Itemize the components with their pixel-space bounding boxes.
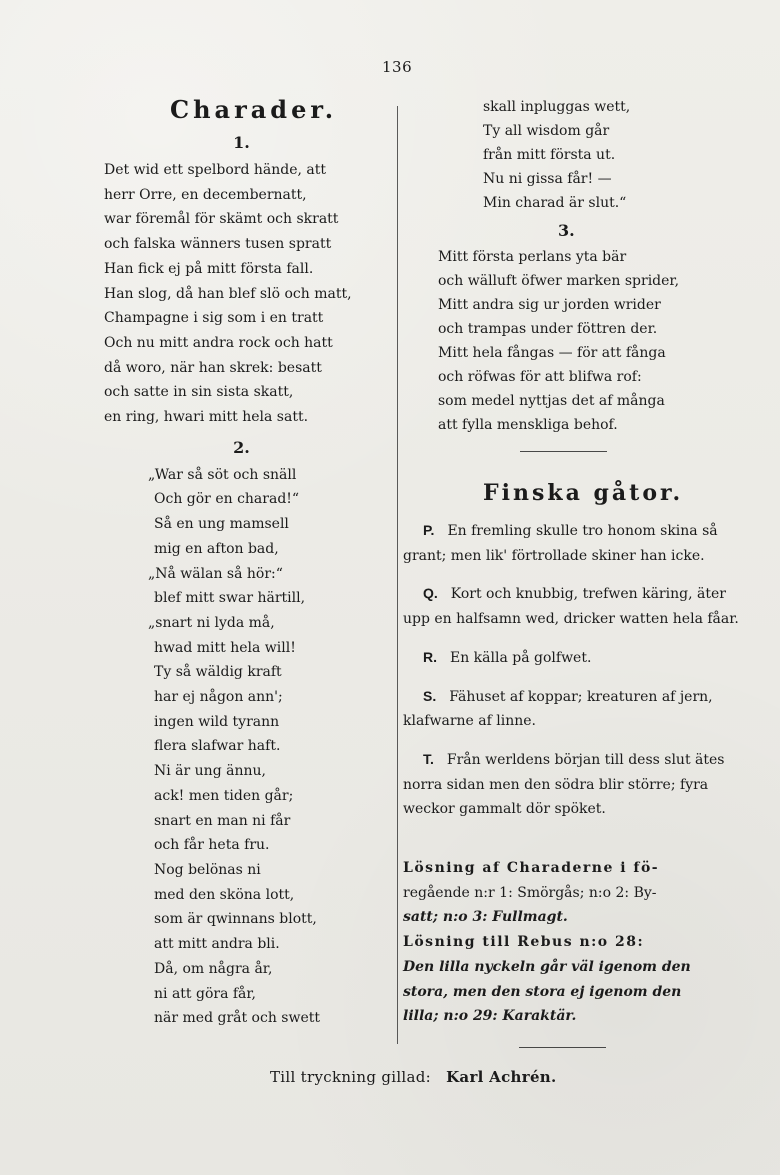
charader-title: Charader.: [170, 95, 338, 124]
riddle-label: P.: [423, 522, 435, 538]
riddle-text: En källa på golfwet.: [450, 649, 592, 666]
riddle-text: Från werldens början till dess slut ätes: [446, 751, 725, 768]
riddle-label: R.: [423, 648, 437, 665]
riddle-p: [403, 518, 723, 568]
poem-line: hwad mitt hela will!: [154, 639, 296, 656]
poem-line: snart en man ni får: [154, 812, 291, 829]
poem-line: från mitt första ut.: [483, 147, 616, 163]
poem-line: herr Orre, en decembernatt,: [104, 186, 307, 203]
poem-number-2: 2.: [233, 437, 250, 457]
poem-line: Ni är ung ännu,: [154, 763, 266, 780]
approval-label: Till tryckning gillad:: [270, 1068, 432, 1086]
riddle-r: [403, 645, 723, 671]
approver-name: Karl Achrén.: [446, 1068, 557, 1086]
print-approval: [270, 1068, 557, 1086]
poem-line: och röfwas för att blifwa rof:: [438, 369, 642, 385]
poem-3: [403, 245, 723, 437]
poem-line: Han slog, då han blef slö och matt,: [104, 285, 352, 302]
riddle-label: Q.: [423, 585, 438, 602]
poem-line: „snart ni lyda må,: [148, 614, 275, 631]
solution-line: satt; n:o 3: Fullmagt.: [403, 909, 568, 926]
poem-line: att fylla menskliga behof.: [438, 417, 618, 433]
poem-line: som medel nyttjas det af många: [438, 393, 665, 409]
riddle-q: [403, 581, 739, 631]
riddle-text: upp en halfsamn wed, dricker watten hela fåar.: [403, 611, 739, 628]
page-number: 136: [382, 58, 413, 76]
poem-line: Mitt hela fångas — för att fånga: [438, 345, 666, 361]
poem-line: som är qwinnans blott,: [154, 911, 317, 928]
column-divider: [397, 106, 398, 1044]
solution-line: regående n:r 1: Smörgås; n:o 2: By-: [403, 884, 657, 901]
riddle-text: klafwarne af linne.: [403, 713, 536, 730]
poem-line: Min charad är slut.“: [483, 195, 627, 211]
poem-line: Mitt andra sig ur jorden wrider: [438, 297, 661, 313]
poem-line: då woro, när han skrek: besatt: [104, 359, 322, 376]
riddle-text: norra sidan men den södra blir större; fyra: [403, 776, 709, 793]
poem-1: [104, 158, 379, 430]
poem-line: Nu ni gissa får! —: [483, 171, 612, 187]
riddle-text: grant; men lik' förtrollade skiner han icke.: [403, 547, 705, 564]
poem-line: Nog belönas ni: [154, 861, 261, 878]
poem-line: Mitt första perlans yta bär: [438, 249, 627, 265]
poem-number-1: 1.: [233, 133, 250, 152]
solution-line: lilla; n:o 29: Karaktär.: [403, 1008, 577, 1025]
poem-line: blef mitt swar härtill,: [154, 590, 306, 607]
poem-line: „Nå wälan så hör:“: [148, 565, 283, 582]
section-divider: [520, 451, 607, 452]
poem-line: ingen wild tyrann: [154, 713, 280, 730]
bottom-divider: [519, 1047, 606, 1048]
poem-line: „War så söt och snäll: [148, 466, 297, 483]
poem-2-continued: [403, 95, 723, 215]
poem-line: Så en ung mamsell: [154, 516, 289, 533]
solution-line: Lösning af Charaderne i fö-: [403, 860, 660, 877]
riddle-text: En fremling skulle tro honom skina så: [447, 523, 718, 539]
poem-line: skall inpluggas wett,: [483, 99, 631, 115]
poem-line: Och nu mitt andra rock och hatt: [104, 334, 333, 351]
poem-line: mig en afton bad,: [154, 540, 279, 557]
poem-line: Det wid ett spelbord hände, att: [104, 162, 326, 178]
solution-line: stora, men den stora ej igenom den: [403, 983, 682, 1000]
riddle-label: T.: [423, 750, 434, 767]
riddle-text: weckor gammalt dör spöket.: [403, 801, 606, 818]
poem-line: och trampas under föttren der.: [438, 321, 658, 337]
poem-line: Champagne i sig som i en tratt: [104, 310, 324, 327]
poem-line: en ring, hwari mitt hela satt.: [104, 409, 309, 426]
poem-line: och falska wänners tusen spratt: [104, 236, 332, 253]
poem-line: och wälluft öfwer marken sprider,: [438, 273, 680, 289]
poem-line: och får heta fru.: [154, 837, 270, 854]
riddle-text: Fähuset af koppar; kreaturen af jern,: [449, 688, 713, 705]
poem-line: när med gråt och swett: [154, 1010, 320, 1027]
riddle-s: [403, 684, 723, 734]
riddle-t: [403, 747, 723, 822]
poem-line: war föremål för skämt och skratt: [104, 211, 339, 228]
poem-line: Då, om några år,: [154, 960, 273, 977]
poem-line: Ty all wisdom går: [483, 123, 610, 139]
riddle-text: Kort och knubbig, trefwen käring, äter: [450, 586, 726, 603]
solution-line: Den lilla nyckeln går väl igenom den: [403, 958, 691, 975]
poem-line: har ej någon ann';: [154, 689, 283, 706]
poem-line: och satte in sin sista skatt,: [104, 384, 294, 401]
finska-gator-title: Finska gåtor.: [483, 480, 684, 506]
poem-line: att mitt andra bli.: [154, 936, 280, 953]
poem-number-3: 3.: [558, 221, 575, 240]
solution-line: Lösning till Rebus n:o 28:: [403, 934, 645, 951]
poem-line: med den sköna lott,: [154, 886, 295, 903]
poem-line: flera slafwar haft.: [154, 738, 281, 755]
poem-2: [104, 463, 379, 1031]
left-column: [104, 95, 379, 1031]
poem-line: ni att göra får,: [154, 985, 257, 1002]
poem-line: Och gör en charad!“: [154, 491, 300, 508]
solutions-block: [403, 856, 723, 1029]
right-column: [403, 95, 739, 1048]
poem-line: Ty så wäldig kraft: [154, 664, 282, 681]
poem-line: ack! men tiden går;: [154, 787, 294, 804]
poem-line: Han fick ej på mitt första fall.: [104, 260, 314, 277]
riddle-label: S.: [423, 687, 437, 704]
